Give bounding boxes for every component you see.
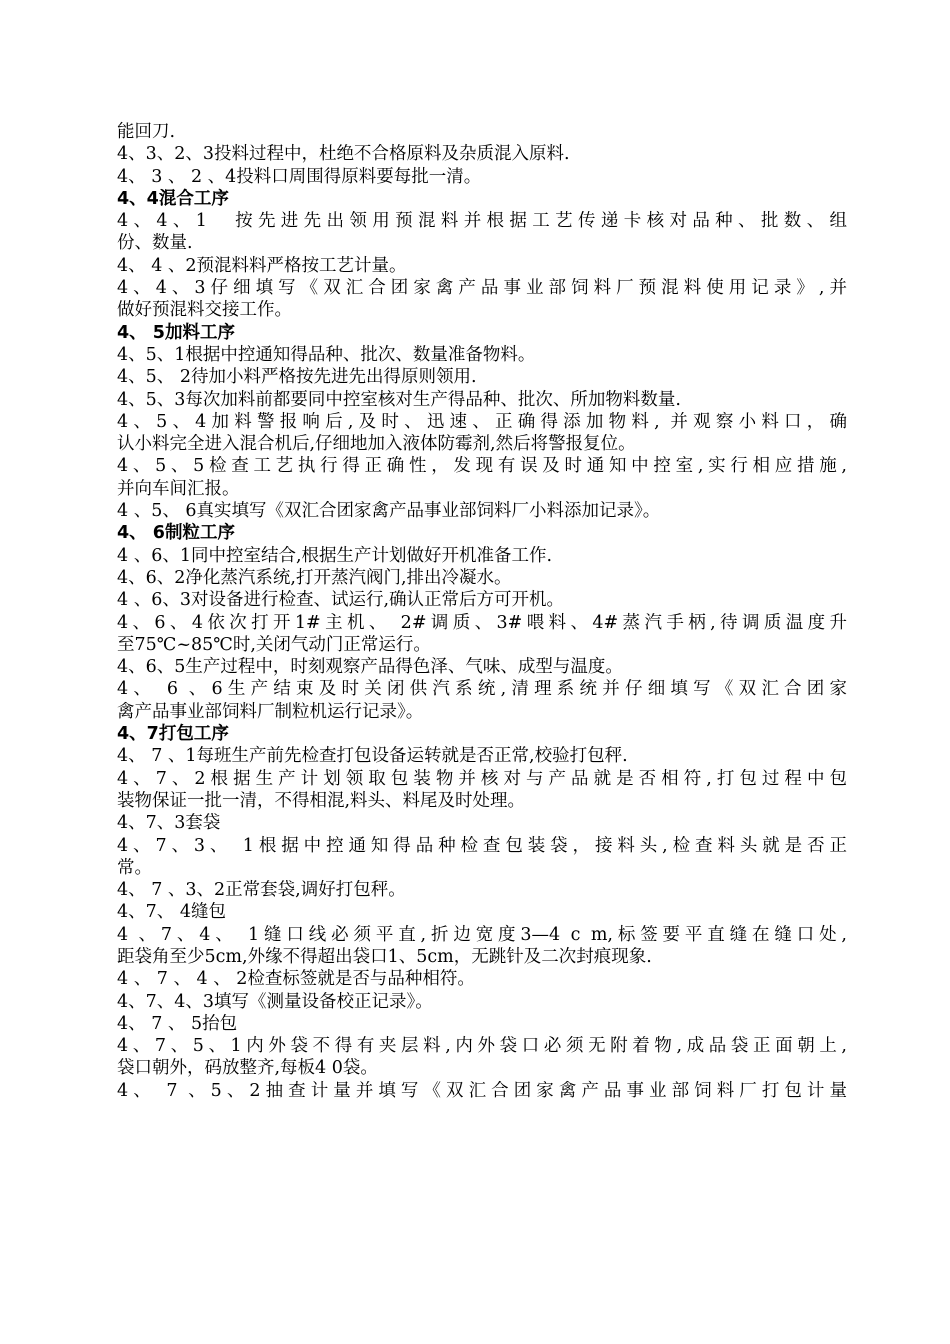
text-line: 4、6、5生产过程中，时刻观察产品得色泽、气味、成型与温度。 — [117, 657, 623, 678]
text-line: 4、5、4加料警报响后,及时、迅速、正确得添加物料, 并观察小料口，确 — [117, 411, 847, 432]
section-heading: 4、4混合工序 — [117, 188, 229, 209]
text-line: 距袋角至少5cm,外缘不得超出袋口1、5cm，无跳针及二次封痕现象. — [117, 946, 652, 967]
text-line: 4、 7 、1每班生产前先检查打包设备运转就是否正常,校验打包秤. — [117, 746, 628, 767]
text-line: 认小料完全进入混合机后,仔细地加入液体防霉剂,然后将警报复位。 — [117, 434, 636, 455]
text-line: 至75℃~85℃时,关闭气动门正常运行。 — [117, 634, 431, 655]
section-heading: 4、 6制粒工序 — [117, 523, 235, 544]
text-line: 4、7、 4缝包 — [117, 902, 226, 923]
text-line: 4、7、2根据生产计划领取包装物并核对与产品就是否相符,打包过程中包 — [117, 768, 847, 789]
text-line: 4 、5、 6真实填写《双汇合团家禽产品事业部饲料厂小料添加记录》。 — [117, 501, 661, 522]
text-line: 4 、6、1同中控室结合,根据生产计划做好开机准备工作. — [117, 545, 553, 566]
text-line: 4 、6、3对设备进行检查、试运行,确认正常后方可开机。 — [117, 590, 565, 611]
text-line: 4、 6 、6生产结束及时关闭供汽系统,清理系统并仔细填写《双汇合团家 — [117, 679, 847, 700]
text-line: 4、5、3每次加料前都要同中控室核对生产得品种、批次、所加物料数量. — [117, 389, 681, 410]
section-heading: 4、7打包工序 — [117, 724, 229, 745]
text-line: 4、7、5、1内外袋不得有夹层料,内外袋口必须无附着物,成品袋正面朝上, — [117, 1036, 847, 1057]
text-line: 4 、 7 、 4 、 2检查标签就是否与品种相符。 — [117, 969, 475, 990]
text-line: 份、数量. — [117, 233, 193, 254]
text-line: 4、5、1根据中控通知得品种、批次、数量准备物料。 — [117, 344, 536, 365]
text-line: 4、 7 、3、2正常套袋,调好打包秤。 — [117, 880, 406, 901]
text-line: 4、7、3套袋 — [117, 813, 221, 834]
text-line: 做好预混料交接工作。 — [117, 300, 292, 321]
text-line: 4、7、4、3填写《测量设备校正记录》。 — [117, 991, 433, 1012]
text-line: 4、6、2净化蒸汽系统,打开蒸汽阀门,排出冷凝水。 — [117, 567, 512, 588]
text-line: 袋口朝外，码放整齐,每板4 0袋。 — [117, 1058, 378, 1079]
text-line: 能回刀. — [117, 122, 176, 142]
text-line: 禽产品事业部饲料厂制粒机运行记录》。 — [117, 701, 424, 722]
text-line: 4、5、 2待加小料严格按先进先出得原则领用. — [117, 367, 477, 388]
document-body — [117, 121, 847, 1102]
text-line: 4、 3 、 2 、4投料口周围得原料要每批一清。 — [117, 166, 482, 187]
text-line: 4、3、2、3投料过程中，杜绝不合格原料及杂质混入原料. — [117, 144, 570, 165]
text-line: 常。 — [117, 857, 152, 878]
text-line: 装物保证一批一清，不得相混,料头、料尾及时处理。 — [117, 790, 526, 811]
section-heading: 4、 5加料工序 — [117, 322, 235, 343]
text-line: 4、7、3、 1根据中控通知得品种检查包装袋，接料头,检查料头就是否正 — [117, 835, 847, 856]
text-line: 并向车间汇报。 — [117, 478, 240, 499]
text-line: 4、6、4依次打开1#主机、 2#调质、3#喂料、4#蒸汽手柄,待调质温度升 — [117, 612, 847, 633]
text-line: 4、5、5检查工艺执行得正确性，发现有误及时通知中控室,实行相应措施, — [117, 456, 847, 477]
text-line: 4、 4 、2预混料料严格按工艺计量。 — [117, 255, 407, 276]
text-line: 4 、7、4、 1缝口线必须平直,折边宽度3—4 c m,标签要平直缝在缝口处, — [117, 924, 847, 945]
text-line: 4、 7 、 5抬包 — [117, 1013, 238, 1034]
text-line: 4、 7 、5、2抽查计量并填写《双汇合团家禽产品事业部饲料厂打包计量 — [117, 1080, 847, 1101]
text-line: 4、4、1 按先进先出领用预混料并根据工艺传递卡核对品种、批数、组 — [117, 211, 847, 232]
text-line: 4、4、3仔细填写《双汇合团家禽产品事业部饲料厂预混料使用记录》,并 — [117, 278, 847, 299]
